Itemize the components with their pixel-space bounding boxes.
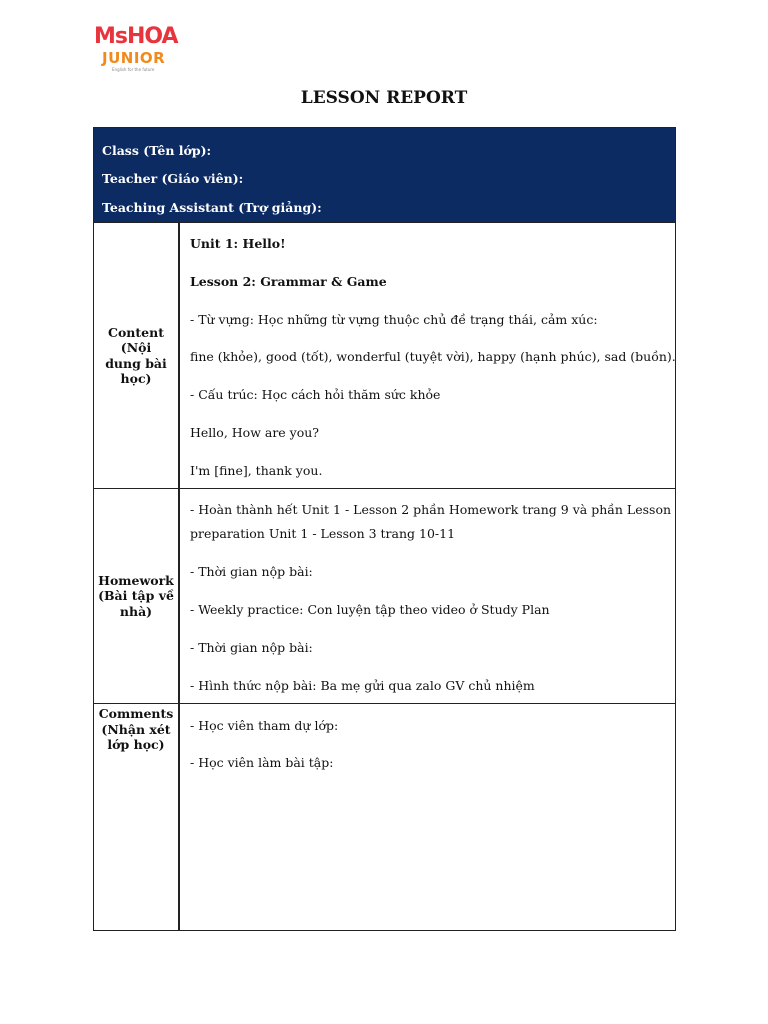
page-title: LESSON REPORT (300, 88, 468, 108)
homework-line: - Hoàn thành hết Unit 1 - Lesson 2 phần Homework trang 9 và phần Lesson (190, 502, 672, 517)
homework-line: preparation Unit 1 - Lesson 3 trang 10-11 (190, 526, 456, 541)
logo-sub: JUNIOR (102, 49, 166, 67)
homework-line: - Hình thức nộp bài: Ba mẹ gửi qua zalo GV chủ nhiệm (190, 678, 535, 693)
teaching-assistant-label: Teaching Assistant (Trợ giảng): (102, 200, 322, 215)
homework-row (94, 488, 675, 703)
content-line: Hello, How are you? (190, 425, 320, 440)
content-body (190, 223, 676, 488)
comments-line: - Học viên tham dự lớp: (190, 718, 339, 733)
homework-line: - Weekly practice: Con luyện tập theo video ở Study Plan (190, 602, 550, 617)
homework-body (190, 489, 672, 703)
content-line: - Cấu trúc: Học cách hỏi thăm sức khỏe (190, 387, 441, 402)
comments-line: - Học viên làm bài tập: (190, 755, 334, 770)
content-line: I'm [fine], thank you. (190, 463, 323, 478)
comments-row (94, 703, 675, 930)
content-line: fine (khỏe), good (tốt), wonderful (tuyệt vời), happy (hạnh phúc), sad (buồn). (190, 349, 676, 364)
mshoa-junior-logo (94, 24, 194, 74)
lesson-report-table (93, 127, 676, 931)
logo-tagline: English for the future (112, 67, 155, 72)
comments-label: Comments (Nhận xét lớp học) (94, 704, 180, 930)
class-label: Class (Tên lớp): (102, 143, 212, 158)
content-line: Unit 1: Hello! (190, 236, 286, 251)
content-label: Content (Nội dung bài học) (94, 223, 180, 488)
content-line: - Từ vựng: Học những từ vựng thuộc chủ đề trạng thái, cảm xúc: (190, 312, 598, 327)
report-header (94, 128, 675, 222)
content-line: Lesson 2: Grammar & Game (190, 274, 387, 289)
homework-line: - Thời gian nộp bài: (190, 564, 313, 579)
logo-brand: MsHOA (94, 24, 178, 49)
homework-line: - Thời gian nộp bài: (190, 640, 313, 655)
comments-body (190, 704, 669, 930)
teacher-label: Teacher (Giáo viên): (102, 171, 244, 186)
homework-label: Homework (Bài tập về nhà) (94, 489, 180, 703)
content-row (94, 222, 675, 488)
